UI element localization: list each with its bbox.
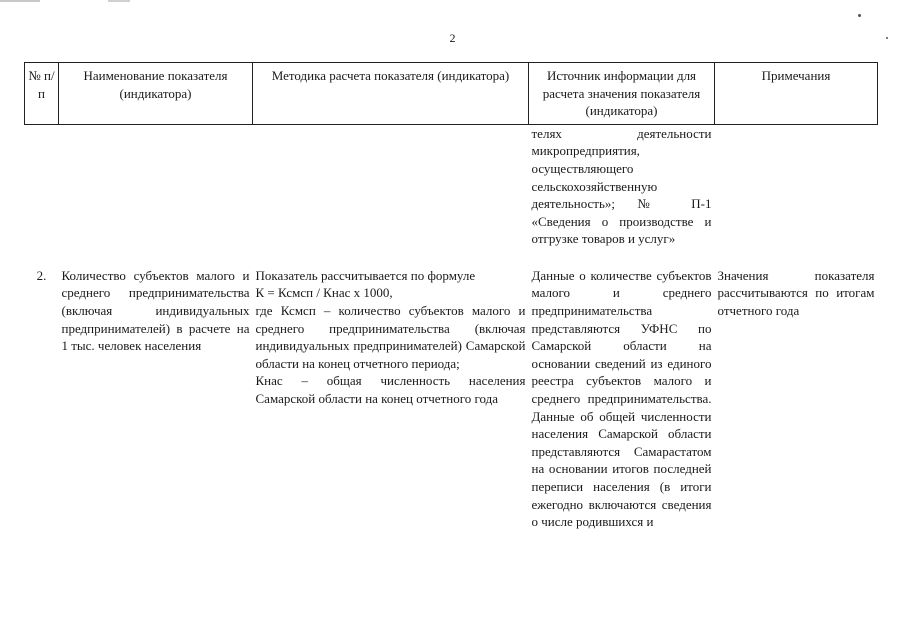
method-intro: Показатель рассчитывается по формуле <box>255 267 476 283</box>
method-cell <box>253 267 529 531</box>
header-method: Методика расчета показателя (индикатора) <box>253 63 529 125</box>
table-row <box>25 267 878 531</box>
header-name: Наименование показателя (индикатора) <box>59 63 253 125</box>
method-definition: Кнас – общая численность населения Самарской области на конец отчетного года <box>255 373 526 406</box>
table-header-row <box>25 63 878 125</box>
source-cell: Данные о количестве субъектов малого и среднего предпринимательства представляются УФНС по Самарской области на основании сведений из единого реестра субъектов малого и среднего предпринимательства. Данные об общей численности населения Самарской области представляются Самарастатом на основании итогов последней переписи населения (в итоги ежегодно включаются сведения о числе родившихся и <box>531 267 712 530</box>
header-notes: Примечания <box>715 63 878 125</box>
page-number: 2 <box>449 31 456 45</box>
table-row-continued <box>25 124 878 267</box>
row-number: 2. <box>36 267 47 283</box>
notes-cell: Значения показателя рассчитываются по итогам отчетного года <box>717 267 875 318</box>
scan-artifact <box>0 0 40 2</box>
indicator-name: Количество субъектов малого и среднего предпринимательства (включая индивидуальных предпринимателей) в расчете на 1 тыс. человек населения <box>61 267 250 354</box>
header-number: № п/п <box>25 63 59 125</box>
source-cell: телях деятельности микропредприятия, осуществляющего сельскохозяйственную деятельность»; № П-1 «Сведения о производстве и отгрузке товаров и услуг» <box>531 125 712 247</box>
indicators-table <box>24 62 878 531</box>
method-definition: где Ксмсп – количество субъектов малого и среднего предпринимательства (включая индивидуальных предпринимателей) Самарской области на конец отчетного периода; <box>255 302 526 371</box>
header-source: Источник информации для расчета значения показателя (индикатора) <box>529 63 715 125</box>
method-formula: К = Ксмсп / Кнас х 1000, <box>255 285 393 301</box>
scan-artifact <box>108 0 130 2</box>
scan-speck <box>858 14 861 17</box>
